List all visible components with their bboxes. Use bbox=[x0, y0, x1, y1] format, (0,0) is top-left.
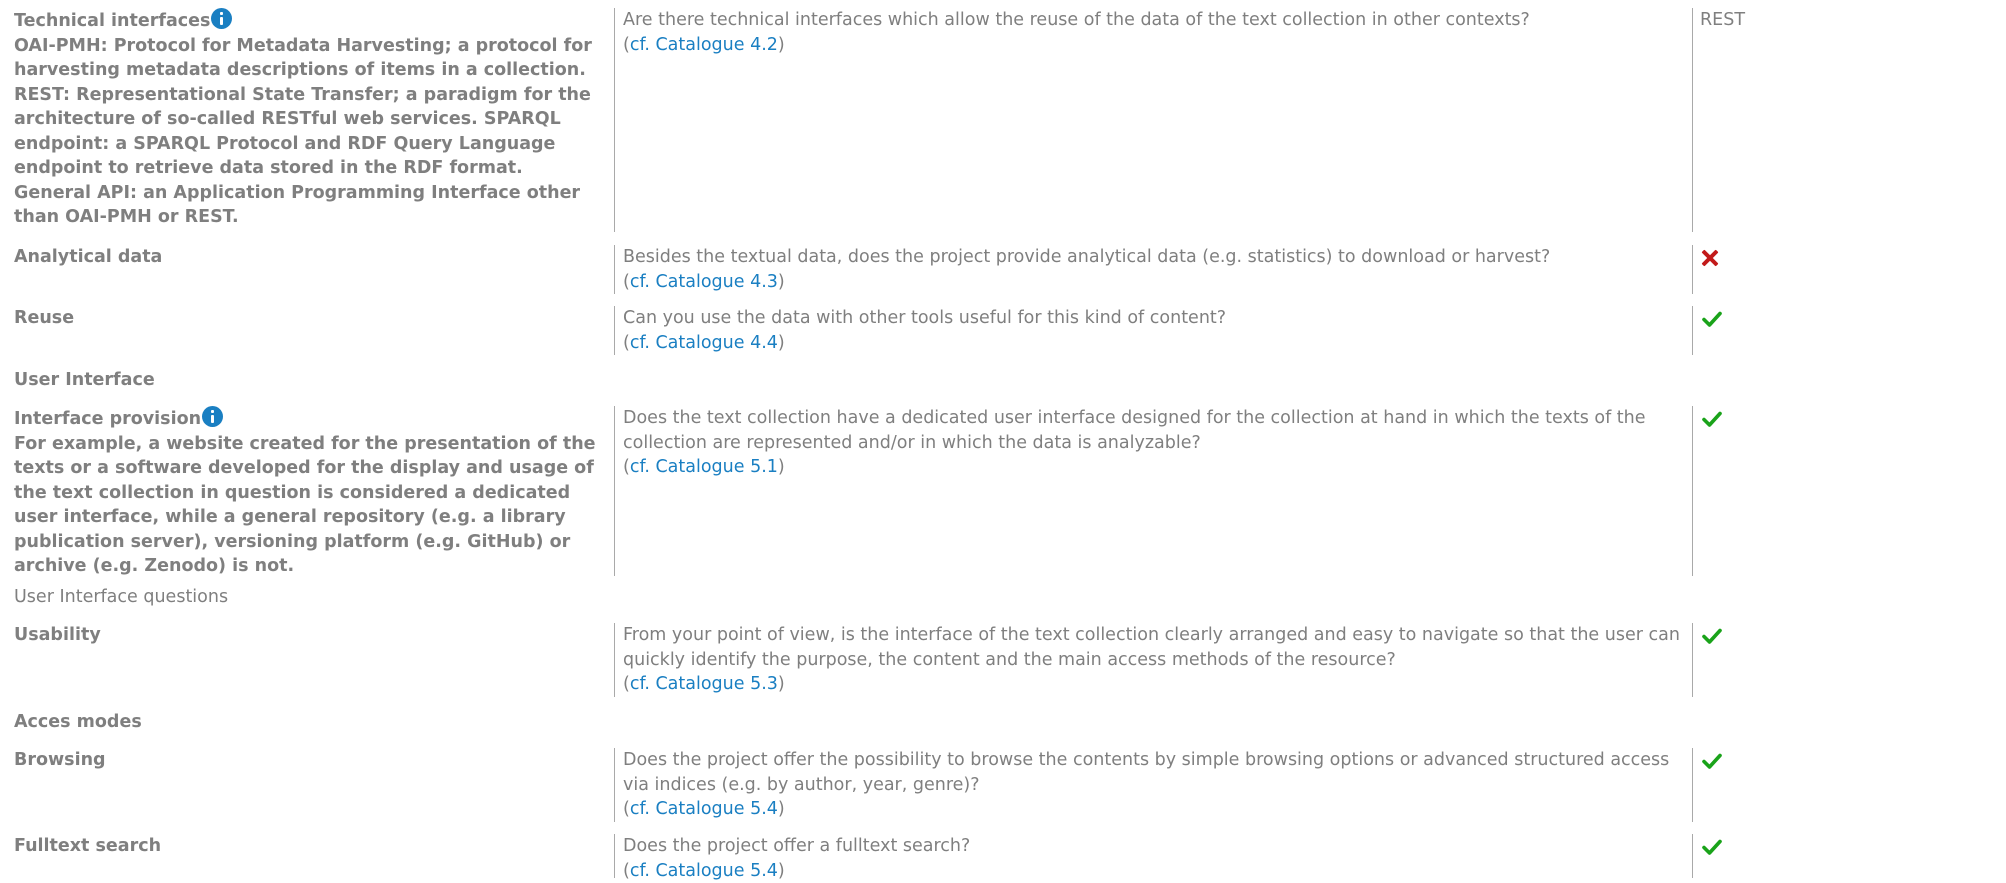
answer-cell bbox=[1692, 623, 1992, 697]
answer-cell bbox=[1692, 8, 1992, 232]
criterion-description: For example, a website created for the presentation of the texts or a software developed for the display and usage of the text collection in question is considered a dedicated user interface, while a general repository (e.g. a library publication server), versioning platform (e.g. GitHub) or archive (e.g. Zenodo) is not. bbox=[14, 433, 596, 576]
question-cell bbox=[614, 834, 1692, 881]
catalogue-reference: (cf. Catalogue 5.4) bbox=[623, 860, 785, 881]
answer-cell bbox=[1692, 306, 1992, 355]
row-analytical-data bbox=[0, 245, 2006, 294]
criterion-cell bbox=[14, 306, 604, 331]
answer-cell bbox=[1692, 406, 1992, 576]
question-text: Does the project offer the possibility to browse the contents by simple browsing options or advanced structured access via indices (e.g. by author, year, genre)? bbox=[623, 750, 1670, 795]
check-icon bbox=[1702, 628, 1722, 644]
catalogue-reference: (cf. Catalogue 5.1) bbox=[623, 457, 785, 477]
catalogue-link[interactable]: cf. Catalogue 5.4 bbox=[629, 860, 778, 881]
question-text: Does the text collection have a dedicated user interface designed for the collection at hand in which the texts of the collection are represented and/or in which the data is analyzable? bbox=[623, 408, 1646, 453]
criterion-label: Interface provision bbox=[14, 409, 202, 429]
info-icon[interactable] bbox=[202, 406, 223, 427]
section-subtitle: User Interface questions bbox=[14, 587, 229, 607]
catalogue-link[interactable]: cf. Catalogue 5.4 bbox=[629, 799, 778, 819]
section-header-user-interface bbox=[0, 368, 2006, 394]
question-cell bbox=[614, 8, 1692, 232]
question-cell bbox=[614, 623, 1692, 697]
section-title: User Interface bbox=[14, 370, 155, 390]
answer-cell bbox=[1692, 245, 1992, 294]
catalogue-link[interactable]: cf. Catalogue 4.2 bbox=[629, 34, 778, 55]
criterion-label: Usability bbox=[14, 625, 101, 645]
check-icon bbox=[1702, 753, 1722, 769]
section-title: Acces modes bbox=[14, 712, 142, 732]
question-cell bbox=[614, 245, 1692, 294]
criterion-label: Browsing bbox=[14, 750, 106, 770]
question-text: Besides the textual data, does the project provide analytical data (e.g. statistics) to download or harvest? bbox=[623, 247, 1551, 267]
question-cell bbox=[614, 406, 1692, 576]
row-usability bbox=[0, 623, 2006, 697]
check-icon bbox=[1702, 411, 1722, 427]
criterion-description: OAI-PMH: Protocol for Metadata Harvesting; a protocol for harvesting metadata descriptions of items in a collection. REST: Representational State Transfer; a paradigm for the architecture of so-called RESTful web services. SPARQL endpoint: a SPARQL Protocol and RDF Query Language endpoint to retrieve data stored in the RDF format. General API: an Application Programming Interface other than OAI-PMH or REST. bbox=[14, 35, 592, 227]
question-text: Are there technical interfaces which allow the reuse of the data of the text collection in other contexts? bbox=[623, 10, 1530, 30]
catalogue-reference: (cf. Catalogue 4.3) bbox=[623, 271, 785, 292]
check-icon bbox=[1702, 839, 1722, 855]
criterion-cell bbox=[14, 245, 604, 270]
row-reuse bbox=[0, 306, 2006, 355]
row-interface-provision bbox=[0, 406, 2006, 576]
question-text: From your point of view, is the interface of the text collection clearly arranged and easy to navigate so that the user can quickly identify the purpose, the content and the main access methods of the resource? bbox=[623, 625, 1680, 670]
row-browsing bbox=[0, 748, 2006, 822]
question-text: Can you use the data with other tools useful for this kind of content? bbox=[623, 308, 1227, 328]
criterion-cell bbox=[14, 406, 604, 579]
row-technical-interfaces bbox=[0, 8, 2006, 232]
criterion-label: Fulltext search bbox=[14, 836, 162, 856]
answer-text: REST bbox=[1700, 10, 1746, 30]
criterion-label: Analytical data bbox=[14, 247, 163, 267]
catalogue-link[interactable]: cf. Catalogue 4.3 bbox=[629, 271, 778, 292]
question-text: Does the project offer a fulltext search? bbox=[623, 836, 971, 856]
section-subheader-user-interface-questions bbox=[0, 585, 2006, 611]
criterion-cell bbox=[14, 8, 604, 230]
answer-cell bbox=[1692, 834, 1992, 878]
criterion-cell bbox=[14, 834, 604, 859]
criterion-cell bbox=[14, 623, 604, 648]
row-fulltext-search bbox=[0, 834, 2006, 881]
catalogue-link[interactable]: cf. Catalogue 5.3 bbox=[629, 674, 778, 694]
question-cell bbox=[614, 306, 1692, 355]
cross-icon bbox=[1701, 249, 1719, 267]
catalogue-link[interactable]: cf. Catalogue 5.1 bbox=[629, 457, 778, 477]
question-cell bbox=[614, 748, 1692, 822]
catalogue-reference: (cf. Catalogue 5.3) bbox=[623, 674, 785, 694]
catalogue-reference: (cf. Catalogue 4.4) bbox=[623, 332, 785, 353]
check-icon bbox=[1702, 311, 1722, 327]
catalogue-reference: (cf. Catalogue 5.4) bbox=[623, 799, 785, 819]
criterion-label: Technical interfaces bbox=[14, 11, 211, 31]
info-icon[interactable] bbox=[211, 8, 232, 29]
criterion-cell bbox=[14, 748, 604, 773]
catalogue-reference: (cf. Catalogue 4.2) bbox=[623, 34, 785, 55]
section-header-access-modes bbox=[0, 710, 2006, 736]
answer-cell bbox=[1692, 748, 1992, 822]
catalogue-link[interactable]: cf. Catalogue 4.4 bbox=[629, 332, 778, 353]
criterion-label: Reuse bbox=[14, 308, 75, 328]
